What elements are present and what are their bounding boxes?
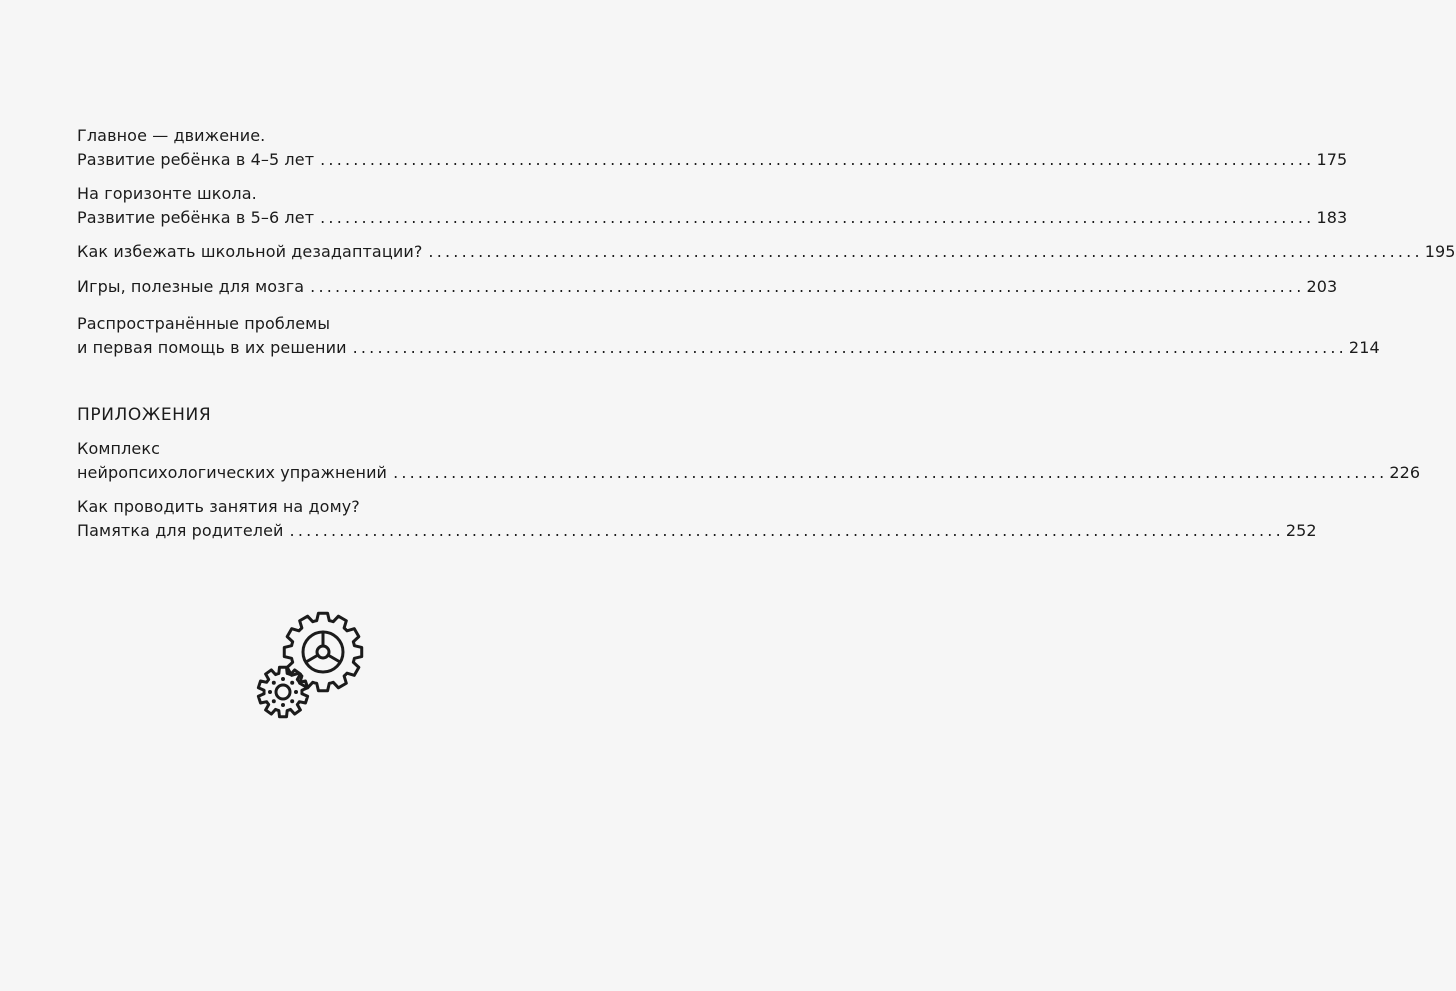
toc-entry[interactable] — [77, 182, 1348, 230]
toc-entry[interactable] — [77, 495, 1317, 543]
toc-entry-title-line: Комплекс — [77, 439, 161, 458]
dot-leader: ........................................................................................................................ — [289, 521, 1284, 540]
toc-entry[interactable] — [77, 275, 1338, 299]
toc-entry-title-line: Распространённые проблемы — [77, 314, 331, 333]
dot-leader: ........................................................................................................................ — [352, 338, 1347, 357]
small-gear-dot — [268, 690, 272, 694]
toc-entry-title: нейропсихологических упражнений — [77, 463, 388, 482]
small-gear-hub — [276, 685, 290, 699]
page-number: 175 — [1316, 150, 1348, 169]
large-gear-spoke — [306, 655, 318, 662]
toc-entry-last-line — [77, 275, 1338, 299]
small-gear-dot — [290, 681, 294, 685]
gears-icon-graphic — [248, 612, 372, 724]
appendix-heading: ПРИЛОЖЕНИЯ — [77, 405, 212, 425]
toc-entry-last-line — [77, 336, 1380, 360]
page-number: 183 — [1316, 208, 1348, 227]
toc-entry-last-line — [77, 206, 1348, 230]
small-gear-outline — [258, 667, 307, 717]
toc-entry-title: Развитие ребёнка в 4–5 лет — [77, 150, 315, 169]
toc-entry-title-line: Главное — движение. — [77, 126, 266, 145]
toc-entry-title-line: Как проводить занятия на дому? — [77, 497, 360, 516]
large-gear-spoke — [328, 655, 340, 662]
toc-entry[interactable] — [77, 240, 1456, 264]
small-gear-dot — [272, 699, 276, 703]
toc-entry-last-line — [77, 240, 1456, 264]
dot-leader: ........................................................................................................................ — [310, 277, 1305, 296]
small-gear-dot — [272, 681, 276, 685]
page-number: 195 — [1424, 242, 1456, 261]
toc-entry[interactable] — [77, 124, 1348, 172]
toc-entry-last-line — [77, 148, 1348, 172]
toc-entry[interactable] — [77, 437, 1421, 485]
small-gear-dot — [290, 699, 294, 703]
small-gear-dot — [281, 677, 285, 681]
toc-entry-title: Развитие ребёнка в 5–6 лет — [77, 208, 315, 227]
small-gear-dot — [281, 703, 285, 707]
toc-entry[interactable] — [77, 312, 1380, 360]
small-gear-dot — [294, 690, 298, 694]
page-number: 203 — [1306, 277, 1338, 296]
toc-entry-title: Памятка для родителей — [77, 521, 284, 540]
toc-entry-title: Игры, полезные для мозга — [77, 277, 305, 296]
toc-entry-last-line — [77, 461, 1421, 485]
page-number: 226 — [1389, 463, 1421, 482]
toc-entry-title: Как избежать школьной дезадаптации? — [77, 242, 423, 261]
page-number: 252 — [1285, 521, 1317, 540]
page-number: 214 — [1348, 338, 1380, 357]
dot-leader: ........................................................................................................................ — [320, 150, 1315, 169]
toc-entry-last-line — [77, 519, 1317, 543]
dot-leader: ........................................................................................................................ — [320, 208, 1315, 227]
dot-leader: ........................................................................................................................ — [393, 463, 1388, 482]
small-gear-dots — [268, 677, 298, 707]
toc-entry-title: и первая помощь в их решении — [77, 338, 347, 357]
toc-entry-title-line: На горизонте школа. — [77, 184, 257, 203]
gears-icon — [248, 612, 372, 724]
dot-leader: ........................................................................................................................ — [428, 242, 1423, 261]
